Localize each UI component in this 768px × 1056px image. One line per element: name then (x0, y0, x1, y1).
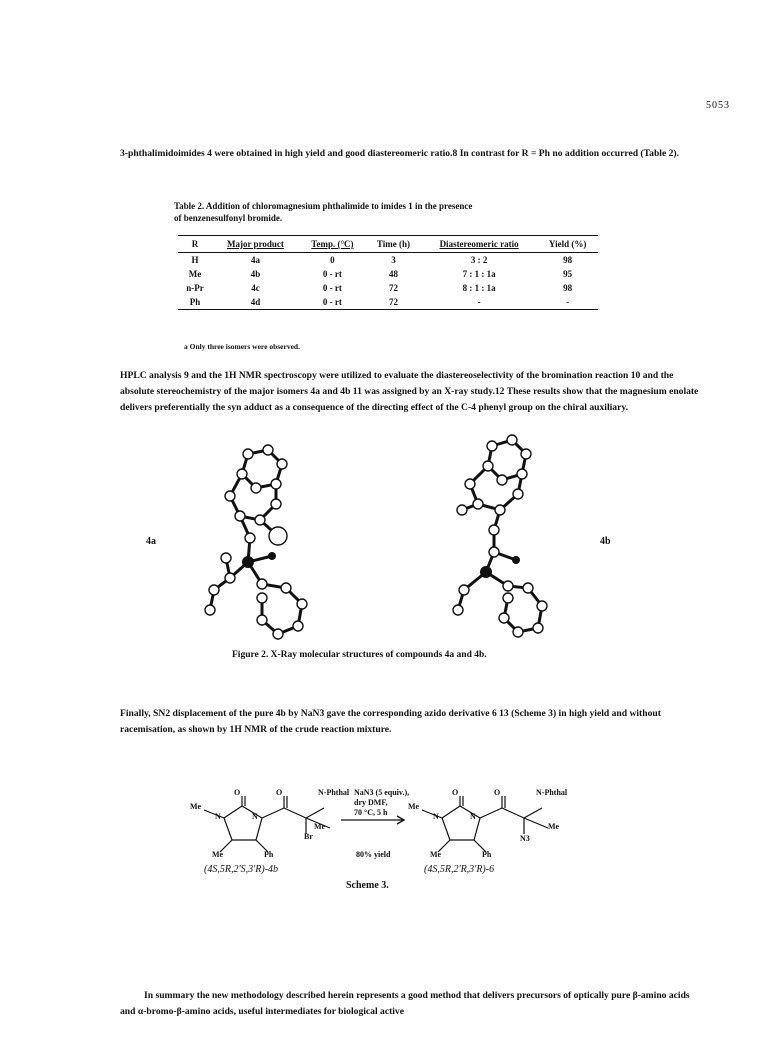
substituent-n3: N3 (520, 834, 530, 843)
substituent-nphthal: N-Phthal (536, 788, 568, 797)
table-cell: 72 (388, 283, 398, 293)
substituent-ph: Ph (264, 850, 274, 859)
table-cell: 95 (563, 269, 573, 279)
reaction-conditions (354, 788, 409, 818)
substituent-nphthal: N-Phthal (318, 788, 350, 797)
table-cell: 8 : 1 : 1a (462, 283, 496, 293)
table-header-cell: Major product (226, 239, 284, 249)
compound-label-reactant: (4S,5R,2'S,3'R)-4b (204, 864, 278, 875)
table-2 (178, 235, 598, 310)
table-caption (174, 200, 614, 224)
table-cell: 4a (250, 255, 260, 265)
table-cell: 72 (388, 297, 398, 307)
table-caption-line2: of benzenesulfonyl bromide. (174, 213, 283, 223)
substituent-me: Me (190, 802, 202, 811)
table-row (178, 267, 598, 281)
table-cell: 98 (563, 283, 573, 293)
table-cell: 3 : 2 (470, 255, 488, 265)
table-row (178, 253, 598, 268)
table-cell: Me (188, 269, 202, 279)
paragraph-intro: 3-phthalimidoimides 4 were obtained in high yield and good diastereomeric ratio.8 In contrast for R = Ph no addition occurred (Table 2). (120, 148, 679, 159)
atom-o: O (494, 788, 501, 797)
paragraph-sn2: Finally, SN2 displacement of the pure 4b by NaN3 gave the corresponding azido derivative 6 13 (Scheme 3) in high yield and without racemisation, as shown by 1H NMR of the crude reaction mixture. (120, 708, 661, 735)
substituent-me: Me (430, 850, 442, 859)
atom-o: O (234, 788, 241, 797)
table-header-cell: Time (h) (376, 239, 411, 249)
paragraph-summary: In summary the new methodology described herein represents a good method that delivers precursors of optically pure β-amino acids and α-bromo-β-amino acids, useful intermediates for biological active (120, 990, 690, 1017)
table-cell: 4c (251, 283, 260, 293)
atom-o: O (452, 788, 459, 797)
atom-n: N (215, 812, 221, 821)
table-header-cell: Yield (%) (548, 239, 587, 249)
table-row (178, 281, 598, 295)
table-cell: 4b (250, 269, 261, 279)
substituent-me: Me (548, 822, 560, 831)
table-header-cell: Diastereomeric ratio (439, 239, 519, 249)
table-cell: n-Pr (186, 283, 204, 293)
substituent-me: Me (408, 802, 420, 811)
xray-structure-4a (190, 438, 330, 646)
substituent-br: Br (304, 832, 313, 841)
compound-label-product: (4S,5R,2'R,3'R)-6 (424, 864, 495, 875)
table-caption-line1: Table 2. Addition of chloromagnesium phthalimide to imides 1 in the presence (174, 201, 473, 211)
substituent-me: Me (314, 822, 326, 831)
molecule-label-4a: 4a (146, 536, 156, 547)
atom-n: N (252, 812, 258, 821)
conditions-line: 70 °C, 5 h (354, 808, 388, 817)
table-cell: 4d (250, 297, 261, 307)
scheme-title: Scheme 3. (346, 880, 389, 891)
table-row (178, 295, 598, 310)
atom-n: N (433, 812, 439, 821)
table-cell: 0 (330, 255, 335, 265)
table-cell: 0 - rt (322, 283, 342, 293)
table-cell: 7 : 1 : 1a (462, 269, 496, 279)
table-header-row (178, 236, 598, 253)
molecule-label-4b: 4b (600, 536, 611, 547)
atom-n: N (470, 812, 476, 821)
atom-o: O (276, 788, 283, 797)
table-header-cell: Temp. (°C) (311, 239, 354, 249)
table-cell: 0 - rt (322, 269, 342, 279)
table-cell: Ph (189, 297, 201, 307)
page-number: 5053 (706, 100, 730, 111)
xray-structure-4b (434, 430, 574, 642)
conditions-line: dry DMF, (354, 798, 388, 807)
table-cell: 98 (563, 255, 573, 265)
table-cell: H (191, 255, 199, 265)
reaction-yield: 80% yield (356, 850, 391, 859)
substituent-ph: Ph (482, 850, 492, 859)
table-cell: - (566, 297, 570, 307)
table-cell: - (477, 297, 481, 307)
figure-caption: Figure 2. X-Ray molecular structures of compounds 4a and 4b. (232, 650, 487, 660)
table-cell: 0 - rt (322, 297, 342, 307)
table-header-cell: R (191, 239, 199, 249)
substituent-me: Me (212, 850, 224, 859)
table-footnote: a Only three isomers were observed. (184, 342, 300, 351)
conditions-line: NaN3 (5 equiv.), (354, 788, 410, 797)
paragraph-hplc: HPLC analysis 9 and the 1H NMR spectroscopy were utilized to evaluate the diastereoselectivity of the bromination reaction 10 and the absolute stereochemistry of the major isomers 4a and 4b 11 was assigned by an X-ray study.12 These results show that the magnesium enolate delivers preferentially the syn adduct as a consequence of the directing effect of the C-4 phenyl group on the chiral auxiliary. (120, 370, 699, 413)
table-cell: 3 (391, 255, 396, 265)
table-cell: 48 (388, 269, 398, 279)
